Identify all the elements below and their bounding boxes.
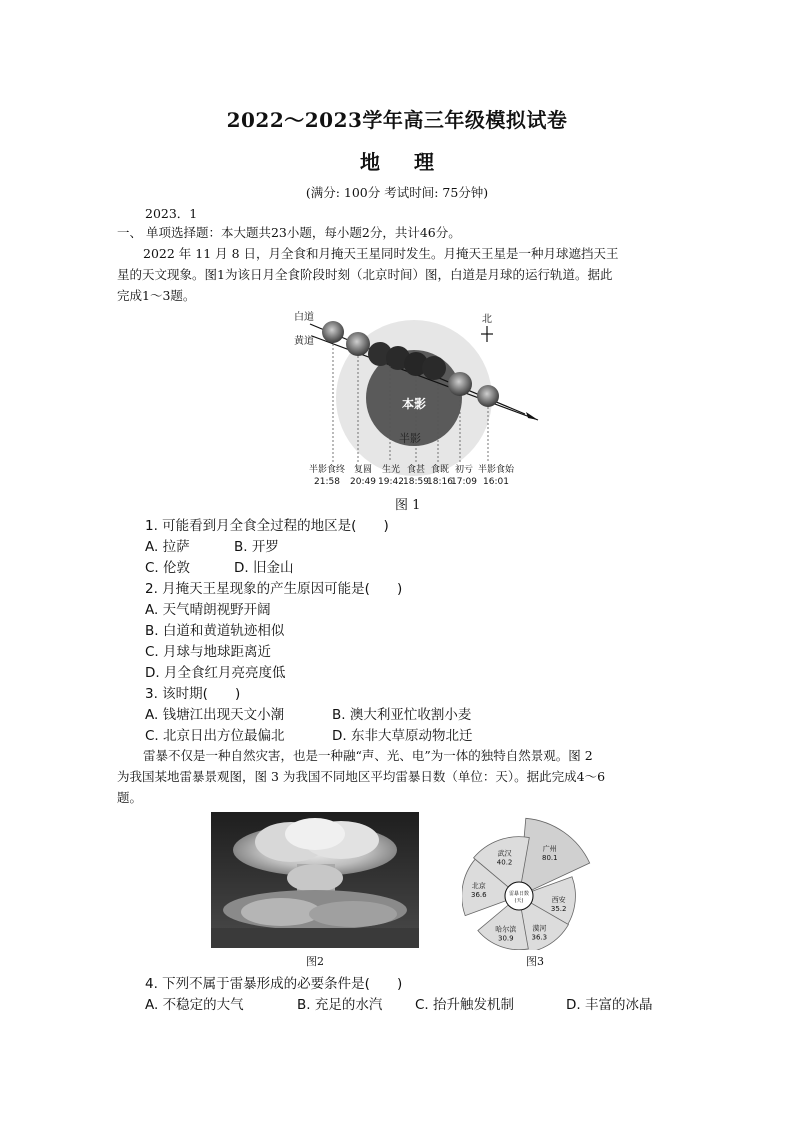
- page-title: 2022～2023学年高三年级模拟试卷: [226, 108, 568, 132]
- passage-1-line: 2022 年 11 月 8 日，月全食和月掩天王星同时发生。月掩天王星是一种月球遮挡天王: [143, 246, 619, 261]
- sector-value-label: 30.9: [497, 934, 514, 943]
- question-2-option-b: B. 白道和黄道轨迹相似: [145, 623, 285, 639]
- question-4-option-c: C. 抬升触发机制: [415, 997, 515, 1013]
- question-2-option-d: D. 月全食红月亮亮度低: [145, 665, 286, 681]
- moon-icon: [422, 356, 446, 380]
- phase-name: 半影食终: [308, 465, 346, 475]
- sector-city-label: 北京: [471, 881, 486, 890]
- penumbra-label: 半影: [399, 432, 421, 445]
- exam-date: 2023．1: [145, 206, 198, 221]
- sector-city-label: 哈尔滨: [495, 925, 517, 934]
- figure-1-eclipse-diagram: [280, 302, 550, 488]
- figure-2-thunderstorm-photo: [211, 812, 419, 948]
- baidao-label: 白道: [294, 312, 314, 323]
- chart-center-unit: (天): [514, 898, 524, 904]
- subject-title: 地理: [360, 150, 468, 174]
- phase-name: 半影食始: [477, 465, 515, 475]
- phase-name: 初亏: [454, 465, 474, 475]
- question-4-option-d: D. 丰富的冰晶: [566, 997, 653, 1013]
- sector-value-label: 80.1: [541, 854, 558, 863]
- phase-name: 食既: [430, 465, 450, 475]
- sector-value-label: 40.2: [496, 858, 513, 867]
- figure-2-caption: 图2: [306, 955, 324, 968]
- question-1-option-a: A. 拉萨: [145, 539, 190, 555]
- phase-name: 食甚: [406, 465, 426, 475]
- passage-1-line: 星的天文现象。图1为该日月全食阶段时刻（北京时间）图，白道是月球的运行轨道。据此: [117, 267, 613, 282]
- sector-city-label: 西安: [551, 895, 566, 904]
- moon-icon: [477, 385, 499, 407]
- sector-city-label: 广州: [542, 845, 557, 854]
- question-1-option-d: D. 旧金山: [234, 560, 294, 576]
- phase-time: 16:01: [483, 477, 509, 487]
- passage-2: [117, 745, 681, 808]
- moon-icon: [448, 372, 472, 396]
- phase-time: 19:42: [378, 477, 404, 487]
- question-3-option-d: D. 东非大草原动物北迁: [332, 728, 473, 744]
- sector-city-label: 武汉: [497, 849, 512, 858]
- phase-time: 21:58: [314, 477, 340, 487]
- question-2-option-c: C. 月球与地球距离近: [145, 644, 272, 660]
- umbra-label: 本影: [401, 397, 427, 411]
- figure-1-caption: 图 1: [395, 498, 421, 513]
- question-1-option-b: B. 开罗: [234, 539, 279, 555]
- sector-value-label: 35.2: [550, 904, 567, 913]
- question-1-stem: 1. 可能看到月全食全过程的地区是( ): [145, 518, 389, 534]
- question-3-option-c: C. 北京日出方位最偏北: [145, 728, 285, 744]
- question-4-option-a: A. 不稳定的大气: [145, 997, 244, 1013]
- moon-icon: [322, 321, 344, 343]
- phase-name: 生光: [381, 465, 401, 475]
- exam-meta: (满分: 100分 考试时间: 75分钟): [305, 185, 489, 200]
- question-4-stem: 4. 下列不属于雷暴形成的必要条件是( ): [145, 976, 403, 992]
- sector-city-label: 漠河: [532, 924, 547, 933]
- figure-3-radial-chart: [462, 805, 634, 950]
- question-3-option-a: A. 钱塘江出现天文小潮: [145, 707, 285, 723]
- question-3-stem: 3. 该时期( ): [145, 686, 241, 702]
- question-2-stem: 2. 月掩天王星现象的产生原因可能是( ): [145, 581, 403, 597]
- moon-icon: [346, 332, 370, 356]
- phase-time: 18:59: [403, 477, 429, 487]
- huangdao-label: 黄道: [294, 336, 314, 347]
- question-1-option-c: C. 伦敦: [145, 560, 191, 576]
- question-2-option-a: A. 天气晴朗视野开阔: [145, 602, 271, 618]
- phase-time: 17:09: [451, 477, 477, 487]
- sector-value-label: 36.3: [531, 933, 548, 942]
- north-label: 北: [482, 314, 492, 325]
- phase-time: 20:49: [350, 477, 376, 487]
- figure-3-caption: 图3: [526, 955, 544, 968]
- sector-value-label: 36.6: [471, 890, 487, 899]
- question-3-option-b: B. 澳大利亚忙收割小麦: [332, 707, 472, 723]
- question-4-option-b: B. 充足的水汽: [297, 997, 383, 1013]
- phase-time: 18:16: [427, 477, 453, 487]
- passage-1: [117, 243, 681, 306]
- passage-2-line: 为我国某地雷暴景观图，图 3 为我国不同地区平均雷暴日数（单位：天）。据此完成4～6: [117, 769, 606, 784]
- passage-2-line: 雷暴不仅是一种自然灾害，也是一种融“声、光、电”为一体的独特自然景观。图 2: [143, 748, 593, 763]
- chart-center-label: 雷暴日数: [508, 891, 530, 897]
- passage-2-line: 题。: [117, 790, 143, 805]
- section-heading: 一、 单项选择题：本大题共23小题，每小题2分，共计46分。: [117, 225, 461, 240]
- phase-name: 复圆: [353, 465, 373, 475]
- passage-1-line: 完成1～3题。: [117, 288, 196, 303]
